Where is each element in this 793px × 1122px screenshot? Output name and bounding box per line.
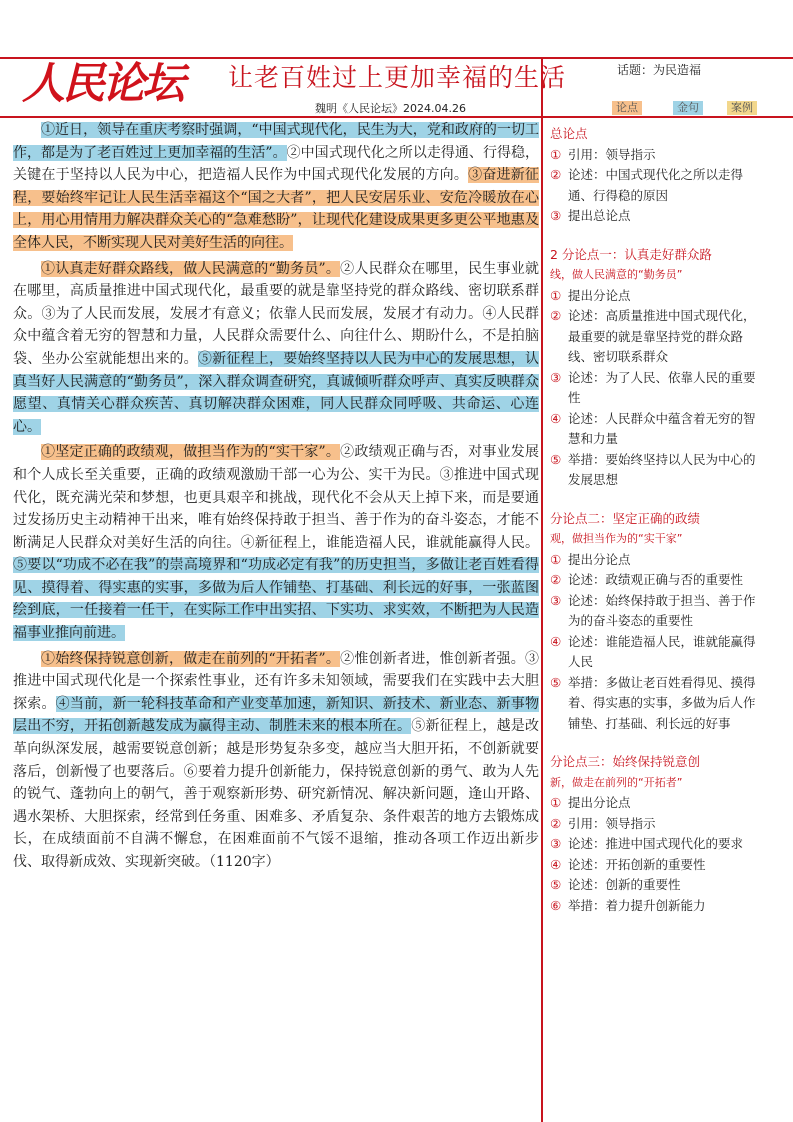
outline-item-text: 引用：领导指示 — [568, 815, 656, 831]
article-paragraph — [13, 648, 539, 874]
page-title: 让老百姓过上更加幸福的生活 — [228, 63, 567, 92]
quote-highlight: ⑤要以“功成不必在我”的崇高境界和“功成必定有我”的历史担当，多做让老百姓看得见、摸得着、得实惠的实事，多做为后人作铺垫、打基础、利长远的好事，一张蓝图绘到底，一任接着一任干，在实际工作中出实招、下实功、求实效，不断把为人民造福事业推向前进。 — [13, 557, 539, 642]
outline-item-number: ⑤ — [550, 674, 562, 690]
outline-section-subtitle: 线，做人民满意的“勤务员” — [550, 268, 683, 281]
outline-item-number: ④ — [550, 633, 562, 649]
outline-item-number: ① — [550, 795, 562, 810]
outline-section-subtitle: 新，做走在前列的“开拓者” — [550, 775, 683, 789]
topic-label: 话题：为民造福 — [617, 63, 702, 77]
outline-item-number: ② — [550, 308, 562, 323]
outline-item — [550, 673, 762, 735]
outline-item — [550, 368, 762, 409]
outline-item-text: 论述：中国式现代化之所以走得通、行得稳的原因 — [568, 167, 744, 203]
outline-item-text: 提出分论点 — [568, 287, 631, 303]
outline-item-number: ③ — [550, 592, 562, 608]
outline-item-text: 论述：开拓创新的重要性 — [568, 856, 706, 872]
outline-item — [550, 814, 762, 835]
outline-section-title: 分论点三：始终保持锐意创 — [550, 754, 701, 769]
article-text: ②人民群众在哪里，民生事业就在哪里，高质量推进中国式现代化，最重要的就是靠坚持党的群众路线、密切联系群众。③为了人民而发展，发展才有意义；依靠人民而发展，发展才有动力。④人民群众中蕴含着无穷的智慧和力量，人民群众需要什么、向往什么、期盼什么，不是拍脑袋、坐办公室就能想出来的。 — [13, 260, 539, 367]
outline-item-number: ⑤ — [550, 877, 562, 892]
outline-section-subtitle: 观，做担当作为的“实干家” — [550, 532, 683, 545]
outline-item-text: 论述：谁能造福人民，谁就能赢得人民 — [568, 633, 756, 669]
outline-item-number: ③ — [550, 369, 562, 385]
column-divider — [541, 57, 543, 1122]
outline-item — [550, 632, 762, 673]
article-body — [13, 119, 539, 877]
outline-item-text: 举措：多做让老百姓看得见、摸得着、得实惠的实事，多做为后人作铺垫、打基础、利长远的好事 — [568, 674, 756, 731]
outline-item-text: 引用：领导指示 — [568, 146, 656, 162]
article-text: ②政绩观正确与否，对事业发展和个人成长至关重要，正确的政绩观激励干部一心为公、实干为民。③推进中国式现代化，既充满光荣和梦想，也更具艰辛和挑战，现代化不会从天上掉下来，而是要通过发扬历史主动精神干出来，唯有始终保持敢于担当、善于作为的奋斗姿态，才能不断满足人民群众对美好生活的向往。④新征程上，谁能造福人民，谁就能赢得人民。 — [13, 444, 539, 551]
outline-item-number: ⑤ — [550, 451, 562, 467]
outline-item-number: ① — [550, 287, 562, 303]
outline-item-text: 举措：着力提升创新能力 — [568, 897, 706, 913]
outline-item — [550, 165, 762, 206]
article-paragraph — [13, 441, 539, 644]
outline-item-number: ② — [550, 815, 562, 831]
quote-highlight: ⑤新征程上，要始终坚持以人民为中心的发展思想，认真当好人民满意的“勤务员”，深入群众调查研究，真诚倾听群众呼声、真实反映群众愿望、真情关心群众疾苦、真切解决群众困难，同人民群众同呼吸、共命运、心连心。 — [13, 350, 540, 435]
outline-item-number: ① — [550, 146, 562, 162]
outline-item — [550, 286, 762, 307]
outline-item — [550, 409, 762, 450]
outline-item-number: ② — [550, 167, 562, 182]
outline-item — [550, 570, 762, 591]
article-paragraph — [13, 258, 539, 439]
outline-item — [550, 591, 762, 632]
outline-item-text: 提出分论点 — [568, 551, 631, 567]
outline-item-number: ④ — [550, 410, 562, 426]
outline-section-title: 分论点二：坚定正确的政绩 — [550, 510, 701, 526]
outline-item-text: 提出分论点 — [568, 795, 631, 810]
article-text: ②中国式现代化之所以走得通、行得稳，关键在于坚持以人民为中心，把造福人民作为中国式现代化发展的方向。 — [13, 144, 540, 184]
outline-item-number: ③ — [550, 208, 562, 223]
quote-highlight: ①近日，领导在重庆考察时强调，“中国式现代化，民生为大，党和政府的一切工作，都是为了老百姓过上更加幸福的生活”。 — [13, 122, 539, 161]
legend-argument: 论点 — [612, 101, 642, 115]
outline-item — [550, 306, 762, 368]
outline-panel — [550, 118, 762, 916]
outline-item-number: ⑥ — [550, 897, 562, 913]
article-paragraph — [13, 119, 539, 255]
outline-item — [550, 793, 762, 814]
outline-spacer — [550, 734, 762, 746]
outline-item-text: 论述：为了人民、依靠人民的重要性 — [568, 369, 756, 405]
argument-highlight: ①认真走好群众路线，做人民满意的“勤务员”。 — [41, 260, 341, 277]
outline-item-text: 论述：人民群众中蕴含着无穷的智慧和力量 — [568, 410, 756, 446]
outline-item — [550, 834, 762, 855]
outline-item-text: 论述：始终保持敢于担当、善于作为的奋斗姿态的重要性 — [568, 592, 756, 628]
argument-highlight: ①始终保持锐意创新，做走在前列的“开拓者”。 — [41, 650, 341, 667]
outline-item-text: 举措：要始终坚持以人民为中心的发展思想 — [568, 451, 756, 487]
outline-item — [550, 875, 762, 896]
argument-highlight: ③奋进新征程，要始终牢记让人民生活幸福这个“国之大者”，把人民安居乐业、安危冷暖放在心上，用心用情用力解决群众关心的“急难愁盼”，让现代化建设成果更多更公平地惠及全体人民，不断实现人民对美好生活的向往。 — [13, 167, 539, 251]
outline-section-title: 2 分论点一：认真走好群众路 — [550, 246, 712, 262]
legend-quote: 金句 — [673, 101, 703, 115]
legend-case: 案例 — [727, 101, 757, 115]
outline-item-text: 论述：创新的重要性 — [568, 877, 681, 892]
outline-item-text: 论述：高质量推进中国式现代化，最重要的就是靠坚持党的群众路线、密切联系群众 — [568, 308, 756, 364]
outline-spacer — [550, 491, 762, 503]
outline-section-title: 总论点 — [550, 126, 588, 141]
outline-item — [550, 896, 762, 917]
outline-item-number: ① — [550, 551, 562, 567]
outline-item-number: ② — [550, 572, 562, 587]
publication-logo: 人民论坛 — [22, 59, 182, 109]
article-text: ②惟创新者进，惟创新者强。③推进中国式现代化是一个探索性事业，还有许多未知领域，需要我们在实践中去大胆探索。 — [13, 650, 539, 712]
outline-item-number: ③ — [550, 836, 562, 851]
article-text: ⑤新征程上，越是改革向纵深发展，越需要锐意创新；越是形势复杂多变，越应当大胆开拓，不创新就要落后，创新慢了也要落后。⑥要着力提升创新能力，保持锐意创新的勇气、敢为人先的锐气、蓬勃向上的朝气，善于观察新形势、研究新情况、解决新问题，逢山开路、遇水架桥、大胆探索，经常到任务重、困难多、矛盾复杂、条件艰苦的地方去锻炼成长，在成绩面前不自满不懈怠，在困难面前不气馁不退缩，推动各项工作迈出新步伐、取得新成效、实现新突破。（1120字） — [13, 718, 540, 870]
outline-item — [550, 206, 762, 227]
outline-item — [550, 450, 762, 491]
outline-item — [550, 855, 762, 876]
byline: 魏明《人民论坛》2024.04.26 — [315, 102, 466, 115]
outline-item — [550, 550, 762, 571]
argument-highlight: ①坚定正确的政绩观，做担当作为的“实干家”。 — [41, 444, 341, 461]
quote-highlight: ④当前，新一轮科技革命和产业变革加速，新知识、新技术、新业态、新事物层出不穷，开拓创新越发成为赢得主动、制胜未来的根本所在。 — [13, 695, 540, 735]
outline-item — [550, 145, 762, 166]
outline-spacer — [550, 227, 762, 239]
outline-item-text: 论述：政绩观正确与否的重要性 — [568, 572, 744, 587]
outline-item-number: ④ — [550, 856, 562, 872]
outline-item-text: 论述：推进中国式现代化的要求 — [568, 836, 744, 851]
outline-item-text: 提出总论点 — [568, 208, 631, 223]
